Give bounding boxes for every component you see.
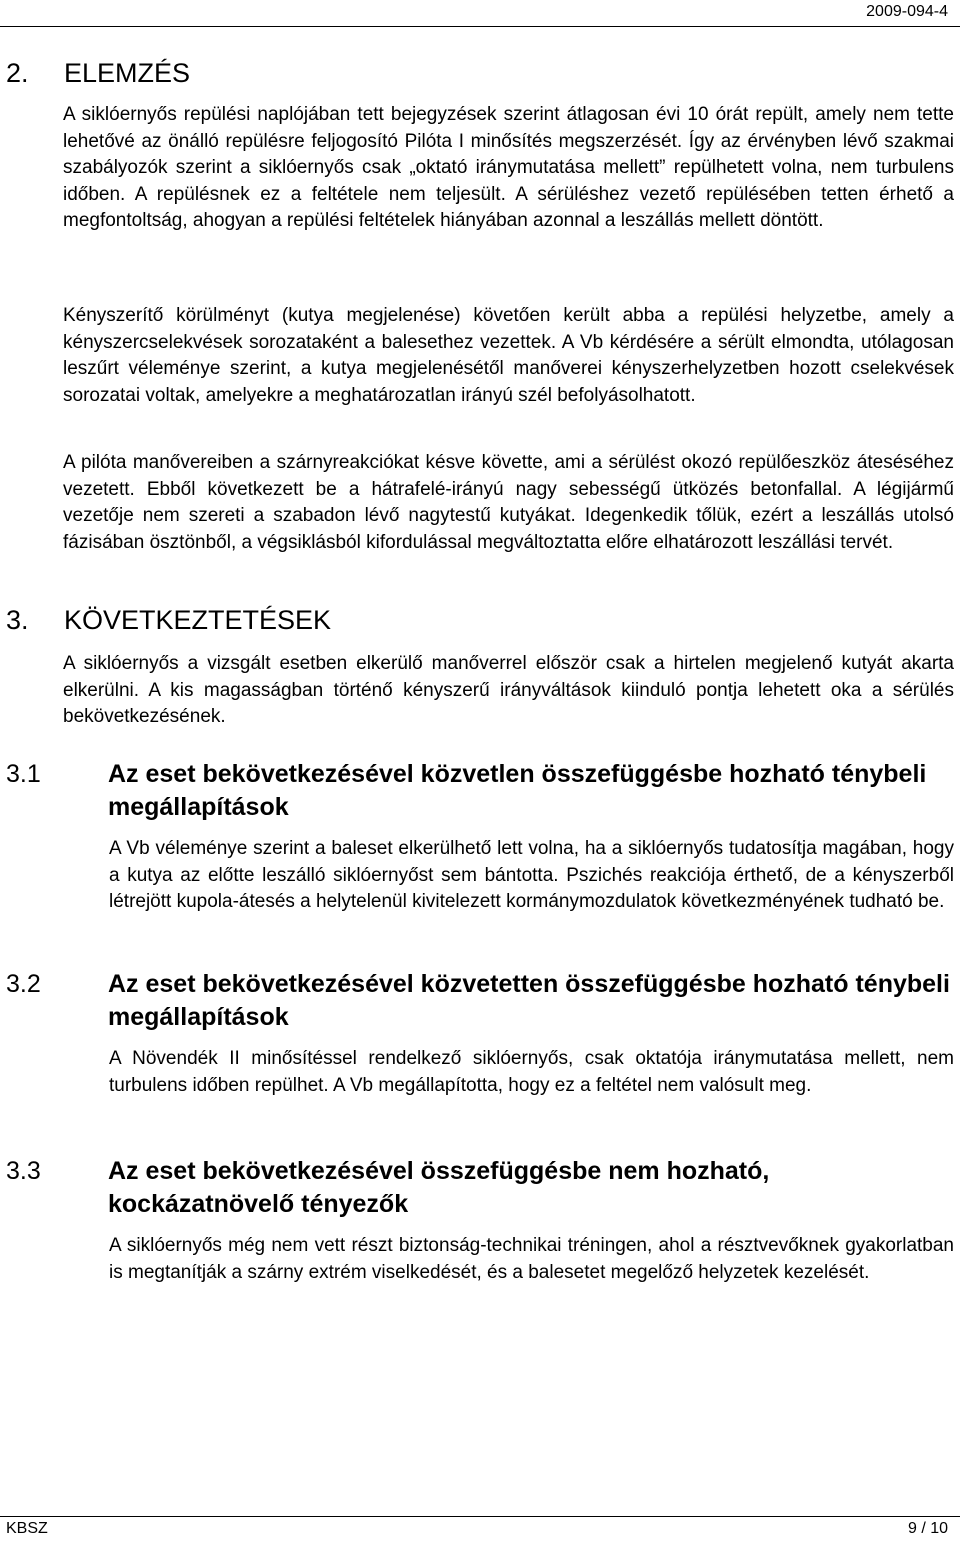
section-3-3-paragraph: A siklóernyős még nem vett részt biztonság-technikai tréningen, ahol a résztvevőknek gyakorlatban is megtanítják a szárny extrém viselkedését, és a balesetet megelőző helyzetek kezelését. [109,1235,954,1283]
document-id: 2009-094-4 [866,3,948,20]
section-2-paragraph-3: A pilóta manővereiben a szárnyreakciókat késve követte, ami a sérülést okozó repülőeszköz áteséséhez vezetett. Ebből következett be a hátrafelé-irányú nagy sebességű ütközés betonfallal. A légijármű vezetője nem szereti a szabadon lévő nagytestű kutyákat. Idegenkedik tőlük, ezért a leszállás utolsó fázisában ösztönből, a végsiklásból kifordulással megváltoztatta előre elhatározott leszállási tervét. [63,452,954,553]
section-3-number: 3. [6,605,29,635]
footer-organization: KBSZ [6,1520,48,1537]
section-3-1-title: Az eset bekövetkezésével közvetlen összefüggésbe hozható ténybeli megállapítások [108,760,927,821]
header-divider [0,26,960,27]
section-3-paragraph: A siklóernyős a vizsgált esetben elkerülő manőverrel először csak a hirtelen megjelenő kutyát akarta elkerülni. A kis magasságban történő kényszerű irányváltások kiinduló pontja lehetett oka a sérülés bekövetkezésének. [63,653,954,727]
section-3-heading [6,604,331,636]
section-2-heading [6,57,190,89]
section-3-title: KÖVETKEZTETÉSEK [64,605,332,635]
section-2-number: 2. [6,58,29,88]
section-2-paragraph-1: A siklóernyős repülési naplójában tett bejegyzések szerint átlagosan évi 10 órát repült, amely nem tette lehetővé az önálló repülésre feljogosító Pilóta I minősítés megszerzését. Így az érvényben lévő szakmai szabályozók szerint a siklóernyős csak „oktató iránymutatása mellett” repülhetett volna, nem turbulens időben. A repülésnek ez a feltétele nem teljesült. A sérüléshez vezető repülésében tetten érhető a megfontoltság, ahogyan a repülési feltételek hiányában azonnal a leszállás mellett döntött. [63,104,954,231]
footer-divider [0,1516,960,1517]
section-3-2-paragraph: A Növendék II minősítéssel rendelkező siklóernyős, csak oktatója iránymutatása mellett, nem turbulens időben repülhet. A Vb megállapította, hogy ez a feltétel nem valósult meg. [109,1048,954,1096]
section-3-1-paragraph: A Vb véleménye szerint a baleset elkerülhető lett volna, ha a siklóernyős tudatosítja magában, hogy a kutya az előtte leszálló siklóernyőst sem bántotta. Pszichés reakciója érthető, de a kényszerből létrejött kupola-átesés a helytelenül kivitelezett kormánymozdulatok következményének tudható be. [109,838,954,912]
section-3-3-number: 3.3 [6,1157,41,1185]
section-3-3-title: Az eset bekövetkezésével összefüggésbe nem hozható, kockázatnövelő tényezők [108,1157,770,1218]
section-3-2-number: 3.2 [6,970,41,998]
section-3-2-title: Az eset bekövetkezésével közvetetten összefüggésbe hozható ténybeli megállapítások [108,970,950,1031]
section-3-1-number: 3.1 [6,760,41,788]
page-number: 9 / 10 [907,1520,948,1537]
section-2-title: ELEMZÉS [64,58,191,88]
section-2-paragraph-2: Kényszerítő körülményt (kutya megjelenése) követően került abba a repülési helyzetbe, amely a kényszercselekvések sorozataként a balesethez vezettek. A Vb kérdésére a sérült elmondta, utólagosan leszűrt véleménye szerint, a kutya megjelenésétől manőverei kényszerhelyzetben hozott cselekvések sorozatai voltak, amelyekre a meghatározatlan irányú szél befolyásolhatott. [63,305,954,406]
